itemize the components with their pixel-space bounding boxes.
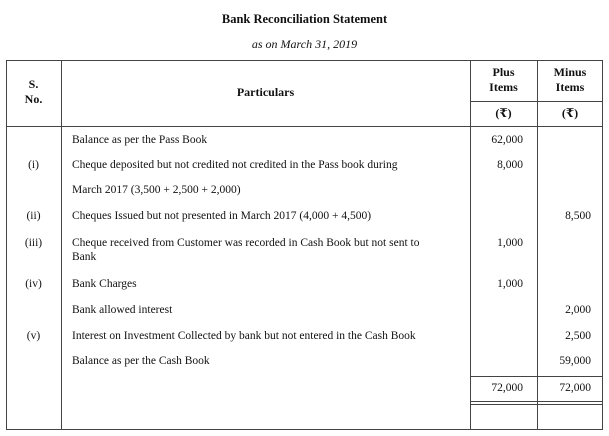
row-plus-value: 62,000 <box>491 134 523 146</box>
row-minus-value: 8,500 <box>565 210 591 222</box>
statement-title: Bank Reconciliation Statement <box>221 12 388 26</box>
row-particulars: Bank Charges <box>72 278 137 290</box>
row-plus-value: 1,000 <box>497 237 523 249</box>
row-particulars-continued: Bank <box>72 251 97 263</box>
row-plus-value: 8,000 <box>497 159 523 171</box>
header-sno: S. No. <box>24 77 43 106</box>
row-particulars: March 2017 (3,500 + 2,500 + 2,000) <box>72 184 241 196</box>
header-plus-currency: (₹) <box>495 106 512 120</box>
header-minus-items: Minus Items <box>553 65 587 94</box>
total-line-top <box>470 376 603 377</box>
header-plus-items: Plus Items <box>489 65 518 94</box>
row-number: (ii) <box>26 210 41 222</box>
header-particulars: Particulars <box>236 85 295 99</box>
total-minus: 72,000 <box>559 382 591 394</box>
row-particulars: Cheque received from Customer was recorded in Cash Book but not sent to <box>72 237 420 249</box>
row-particulars: Balance as per the Cash Book <box>72 355 210 367</box>
total-line-bottom <box>470 401 603 402</box>
row-particulars: Interest on Investment Collected by bank but not entered in the Cash Book <box>72 330 416 342</box>
statement-date: as on March 31, 2019 <box>251 37 358 51</box>
row-particulars: Balance as per the Pass Book <box>72 134 208 146</box>
row-particulars: Bank allowed interest <box>72 304 173 316</box>
header-minus-currency: (₹) <box>561 106 579 120</box>
total-line-bottom-double <box>470 404 603 405</box>
header-divider <box>6 126 603 127</box>
row-number: (i) <box>28 159 39 171</box>
row-minus-value: 2,000 <box>565 304 591 316</box>
column-divider <box>61 60 62 430</box>
row-number: (iii) <box>24 237 43 249</box>
row-minus-value: 2,500 <box>565 330 591 342</box>
row-particulars: Cheque deposited but not credited not credited in the Pass book during <box>72 159 398 171</box>
row-particulars: Cheques Issued but not presented in March 2017 (4,000 + 4,500) <box>72 210 372 222</box>
total-plus: 72,000 <box>491 382 523 394</box>
row-minus-value: 59,000 <box>559 355 591 367</box>
currency-row-divider <box>470 101 603 102</box>
row-plus-value: 1,000 <box>497 278 523 290</box>
row-number: (v) <box>26 330 41 342</box>
row-number: (iv) <box>25 278 42 290</box>
